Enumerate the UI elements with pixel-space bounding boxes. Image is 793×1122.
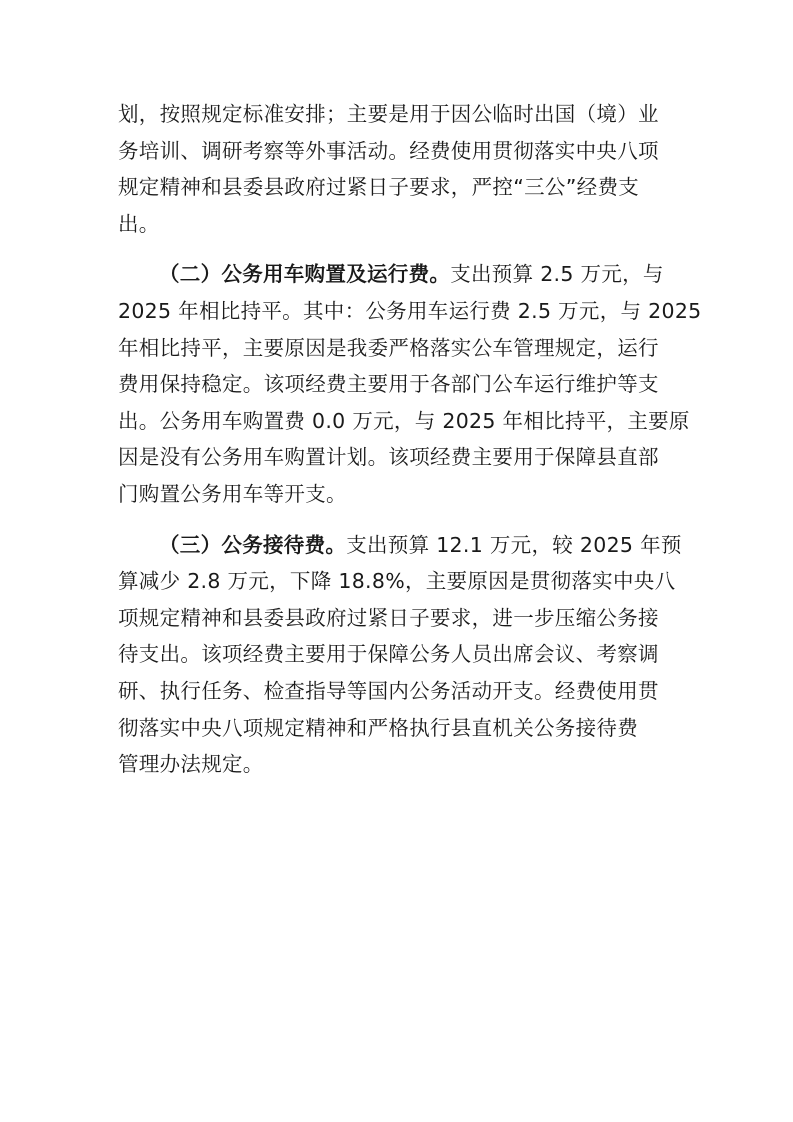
text-line [118,527,682,564]
text-line: 待支出。该项经费主要用于保障公务人员出席会议、考察调 [118,642,659,667]
text-line: 项规定精神和县委县政府过紧日子要求，进一步压缩公务接 [118,605,659,630]
paragraph-overseas-expenses [118,96,675,242]
text-line: 务培训、调研考察等外事活动。经费使用贯彻落实中央八项 [118,138,659,163]
text-line-continuation: 支出预算 12.1 万元，较 2025 年预 [346,532,682,557]
text-line [118,256,675,293]
text-line-continuation: 支出预算 2.5 万元，与 [450,262,664,287]
text-line: 门购置公务用车等开支。 [118,481,347,506]
text-line: 算减少 2.8 万元，下降 18.8%，主要原因是贯彻落实中央八 [118,569,676,594]
text-line: 彻落实中央八项规定精神和严格执行县直机关公务接待费 [118,715,638,740]
text-line: 管理办法规定。 [118,752,264,777]
paragraph-vehicle-expenses [118,256,702,512]
text-line: 2025 年相比持平。其中：公务用车运行费 2.5 万元，与 2025 [118,298,702,323]
text-line: 因是没有公务用车购置计划。该项经费主要用于保障县直部 [118,445,659,470]
text-line: 出。 [118,211,160,236]
section-heading-reception: （三）公务接待费。 [159,532,347,557]
text-line: 划，按照规定标准安排；主要是用于因公临时出国（境）业 [118,102,659,126]
paragraph-reception-expenses [118,527,682,783]
text-line: 规定精神和县委县政府过紧日子要求，严控“三公”经费支 [118,175,640,200]
text-line: 研、执行任务、检查指导等国内公务活动开支。经费使用贯 [118,678,659,703]
text-line: 费用保持稳定。该项经费主要用于各部门公车运行维护等支 [118,372,659,397]
section-heading-vehicle: （二）公务用车购置及运行费。 [159,262,451,287]
text-line: 出。公务用车购置费 0.0 万元，与 2025 年相比持平，主要原 [118,408,690,433]
document-body [118,96,702,783]
text-line: 年相比持平，主要原因是我委严格落实公车管理规定，运行 [118,335,659,360]
